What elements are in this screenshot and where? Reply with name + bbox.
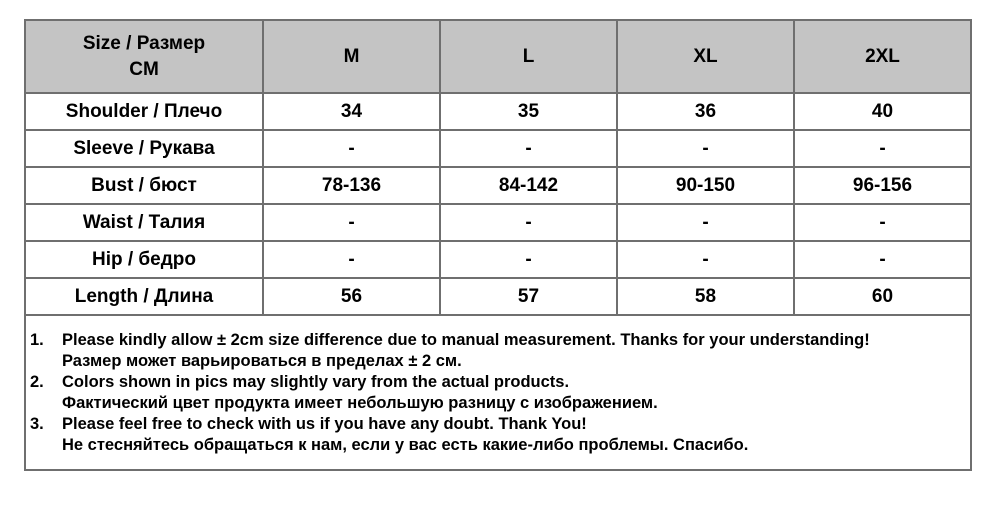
header-label-line1: Size / Размер (82, 32, 206, 54)
table-cell: 90-150 (617, 167, 794, 204)
table-cell: 60 (794, 278, 971, 315)
table-cell: - (263, 204, 440, 241)
table-row (25, 241, 971, 278)
table-row (25, 93, 971, 130)
note-text-en: Colors shown in pics may slightly vary from the actual products. (62, 373, 570, 391)
row-label: Shoulder / Плечо (25, 93, 263, 130)
note-text-ru: Фактический цвет продукта имеет небольшую разницу с изображением. (62, 394, 658, 412)
table-cell: 36 (617, 93, 794, 130)
table-cell: 56 (263, 278, 440, 315)
table-cell: 40 (794, 93, 971, 130)
table-cell: - (263, 241, 440, 278)
note-item (30, 330, 962, 372)
header-label-cell (25, 20, 263, 93)
table-cell: 34 (263, 93, 440, 130)
table-row (25, 130, 971, 167)
table-cell: - (794, 130, 971, 167)
table-cell: - (794, 204, 971, 241)
note-item (30, 372, 962, 414)
note-text-en: Please feel free to check with us if you have any doubt. Thank You! (62, 415, 587, 433)
note-number: 1. (30, 331, 44, 349)
table-cell: - (440, 204, 617, 241)
table-cell: 96-156 (794, 167, 971, 204)
table-row (25, 204, 971, 241)
note-text-ru: Размер может варьироваться в пределах ± 2 см. (62, 352, 462, 370)
size-chart (24, 19, 972, 471)
table-row (25, 167, 971, 204)
table-cell: - (263, 130, 440, 167)
notes-box (24, 316, 972, 471)
header-size-m: M (263, 20, 440, 93)
row-label: Sleeve / Рукава (25, 130, 263, 167)
table-cell: 58 (617, 278, 794, 315)
table-cell: 35 (440, 93, 617, 130)
row-label: Bust / бюст (25, 167, 263, 204)
table-cell: - (617, 130, 794, 167)
table-cell: 78-136 (263, 167, 440, 204)
note-text-en: Please kindly allow ± 2cm size difference due to manual measurement. Thanks for your understanding! (62, 331, 870, 349)
table-cell: - (617, 204, 794, 241)
header-label-line2: CM (129, 58, 159, 80)
row-label: Waist / Талия (25, 204, 263, 241)
note-item (30, 414, 962, 456)
table-row (25, 278, 971, 315)
header-row (25, 20, 971, 93)
table-cell: 57 (440, 278, 617, 315)
row-label: Hip / бедро (25, 241, 263, 278)
note-number: 2. (30, 373, 44, 391)
note-text-ru: Не стесняйтесь обращаться к нам, если у вас есть какие-либо проблемы. Спасибо. (62, 436, 749, 454)
table-cell: - (440, 241, 617, 278)
table-cell: - (794, 241, 971, 278)
header-size-l: L (440, 20, 617, 93)
table-cell: 84-142 (440, 167, 617, 204)
header-size-xl: XL (617, 20, 794, 93)
header-size-2xl: 2XL (794, 20, 971, 93)
table-cell: - (440, 130, 617, 167)
table-cell: - (617, 241, 794, 278)
note-number: 3. (30, 415, 44, 433)
row-label: Length / Длина (25, 278, 263, 315)
size-table (24, 19, 972, 316)
